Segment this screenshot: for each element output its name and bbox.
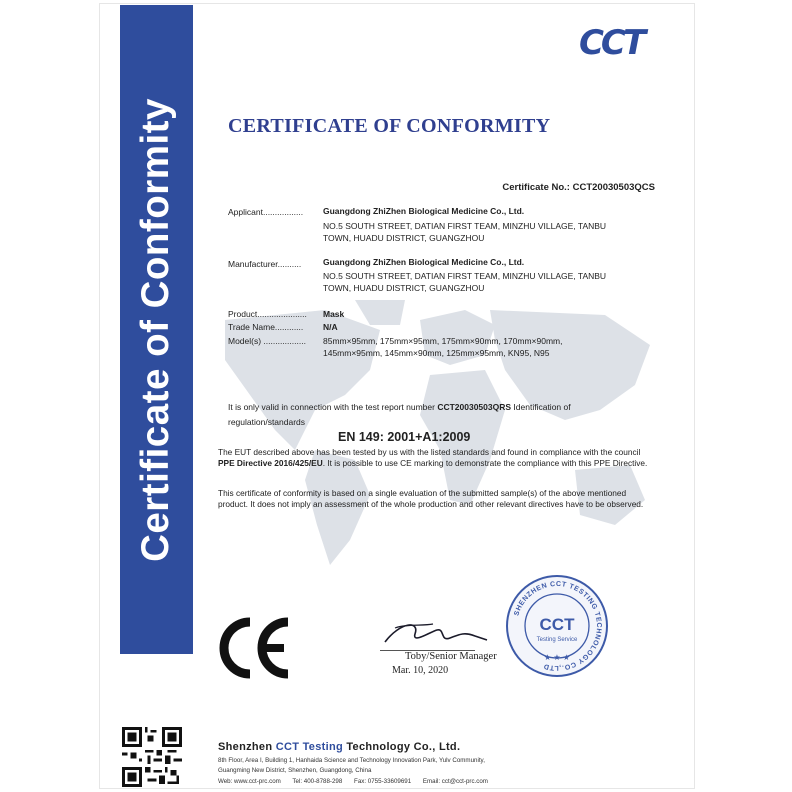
eut-line1: The EUT described above has been tested by us with the listed standards and found in compliance with the — [218, 447, 613, 457]
stamp-stars-icon: ★ ★ ★ — [544, 653, 570, 662]
eut-line2-suffix: . It is possible to use CE marking to demonstrate the compliance with this PPE Directive. — [322, 458, 648, 468]
standard-reference: EN 149: 2001+A1:2009 — [338, 430, 471, 444]
certificate-number — [502, 182, 655, 193]
test-report-number: CCT20030503QRS — [437, 402, 512, 412]
footer-address-line1: 8th Floor, Area I, Building 1, Hanhaida Science and Technology Innovation Park, Yulv Community, — [218, 757, 485, 764]
trade-name-label: Trade Name............ — [228, 322, 304, 332]
footer-company-prefix: Shenzhen — [218, 741, 273, 753]
side-band-text: Certificate of Conformity — [134, 98, 177, 562]
certificate-number-value: CCT20030503QCS — [572, 182, 655, 193]
footer-email[interactable]: Email: cct@cct-prc.com — [422, 778, 488, 785]
footer-company-suffix: Technology Co., Ltd. — [346, 741, 461, 753]
validity-suffix: Identification of — [513, 402, 571, 412]
ppe-directive: PPE Directive 2016/425/EU — [218, 458, 323, 468]
stamp-subtitle: Testing Service — [536, 637, 578, 643]
product-value: Mask — [323, 309, 345, 319]
footer-tel: Tel: 400-8788-298 — [292, 778, 343, 785]
ce-mark — [218, 616, 293, 680]
models-line1: 85mm×95mm, 175mm×95mm, 175mm×90mm, 170mm×90mm, — [323, 336, 563, 346]
footer-company-accent: CCT Testing — [275, 741, 343, 753]
applicant-address-line2: TOWN, HUADU DISTRICT, GUANGZHOU — [323, 233, 485, 243]
signature — [375, 612, 490, 652]
conformity-statement: This certificate of conformity is based on a single evaluation of the submitted sample(s) of the above mentioned product. It does not imply an assessment of the whole production and other relevant directives have to be observed. — [218, 488, 644, 509]
validity-statement — [228, 402, 571, 412]
models-label: Model(s) .................. — [228, 336, 306, 346]
manufacturer-name: Guangdong ZhiZhen Biological Medicine Co., Ltd. — [323, 257, 525, 267]
footer-company — [218, 741, 460, 753]
footer-web[interactable]: Web: www.cct-prc.com — [218, 778, 281, 785]
cct-stamp — [505, 574, 609, 678]
certificate-title: CERTIFICATE OF CONFORMITY — [228, 115, 551, 137]
map-greenland — [355, 300, 405, 325]
validity-line2: regulation/standards — [228, 417, 306, 427]
product-label: Product..................... — [228, 309, 307, 319]
trade-name-value: N/A — [323, 322, 338, 332]
eut-line2-prefix: council — [614, 447, 641, 457]
eut-statement — [218, 447, 658, 469]
manufacturer-address-line2: TOWN, HUADU DISTRICT, GUANGZHOU — [323, 283, 485, 293]
cct-logo: CCT — [578, 23, 644, 63]
applicant-label: Applicant................. — [228, 207, 304, 217]
validity-prefix: It is only valid in connection with the test report number — [228, 402, 435, 412]
ce-mark-text: CE — [218, 616, 220, 617]
footer-contacts — [218, 778, 498, 785]
applicant-address-line1: NO.5 SOUTH STREET, DATIAN FIRST TEAM, MINZHU VILLAGE, TANBU — [323, 221, 607, 231]
qr-code[interactable] — [122, 727, 182, 787]
footer-address-line2: Guangming New District, Shenzhen, Guangdong, China — [218, 767, 372, 774]
manufacturer-address-line1: NO.5 SOUTH STREET, DATIAN FIRST TEAM, MINZHU VILLAGE, TANBU — [323, 271, 607, 281]
certificate-number-label: Certificate No.: — [502, 182, 570, 193]
applicant-name: Guangdong ZhiZhen Biological Medicine Co., Ltd. — [323, 206, 525, 216]
signatory-name: Toby/Senior Manager — [405, 651, 497, 662]
manufacturer-label: Manufacturer.......... — [228, 259, 302, 269]
signature-date: Mar. 10, 2020 — [392, 665, 449, 676]
footer-fax: Fax: 0755-33609691 — [354, 778, 412, 785]
svg-text:SHENZHEN CCT TESTING TECHNOLOG: SHENZHEN CCT TESTING TECHNOLOGY CO.,LTD — [513, 580, 603, 672]
stamp-center-text: CCT — [539, 615, 575, 634]
models-line2: 145mm×95mm, 145mm×90mm, 125mm×95mm, KN95, N95 — [323, 348, 550, 358]
